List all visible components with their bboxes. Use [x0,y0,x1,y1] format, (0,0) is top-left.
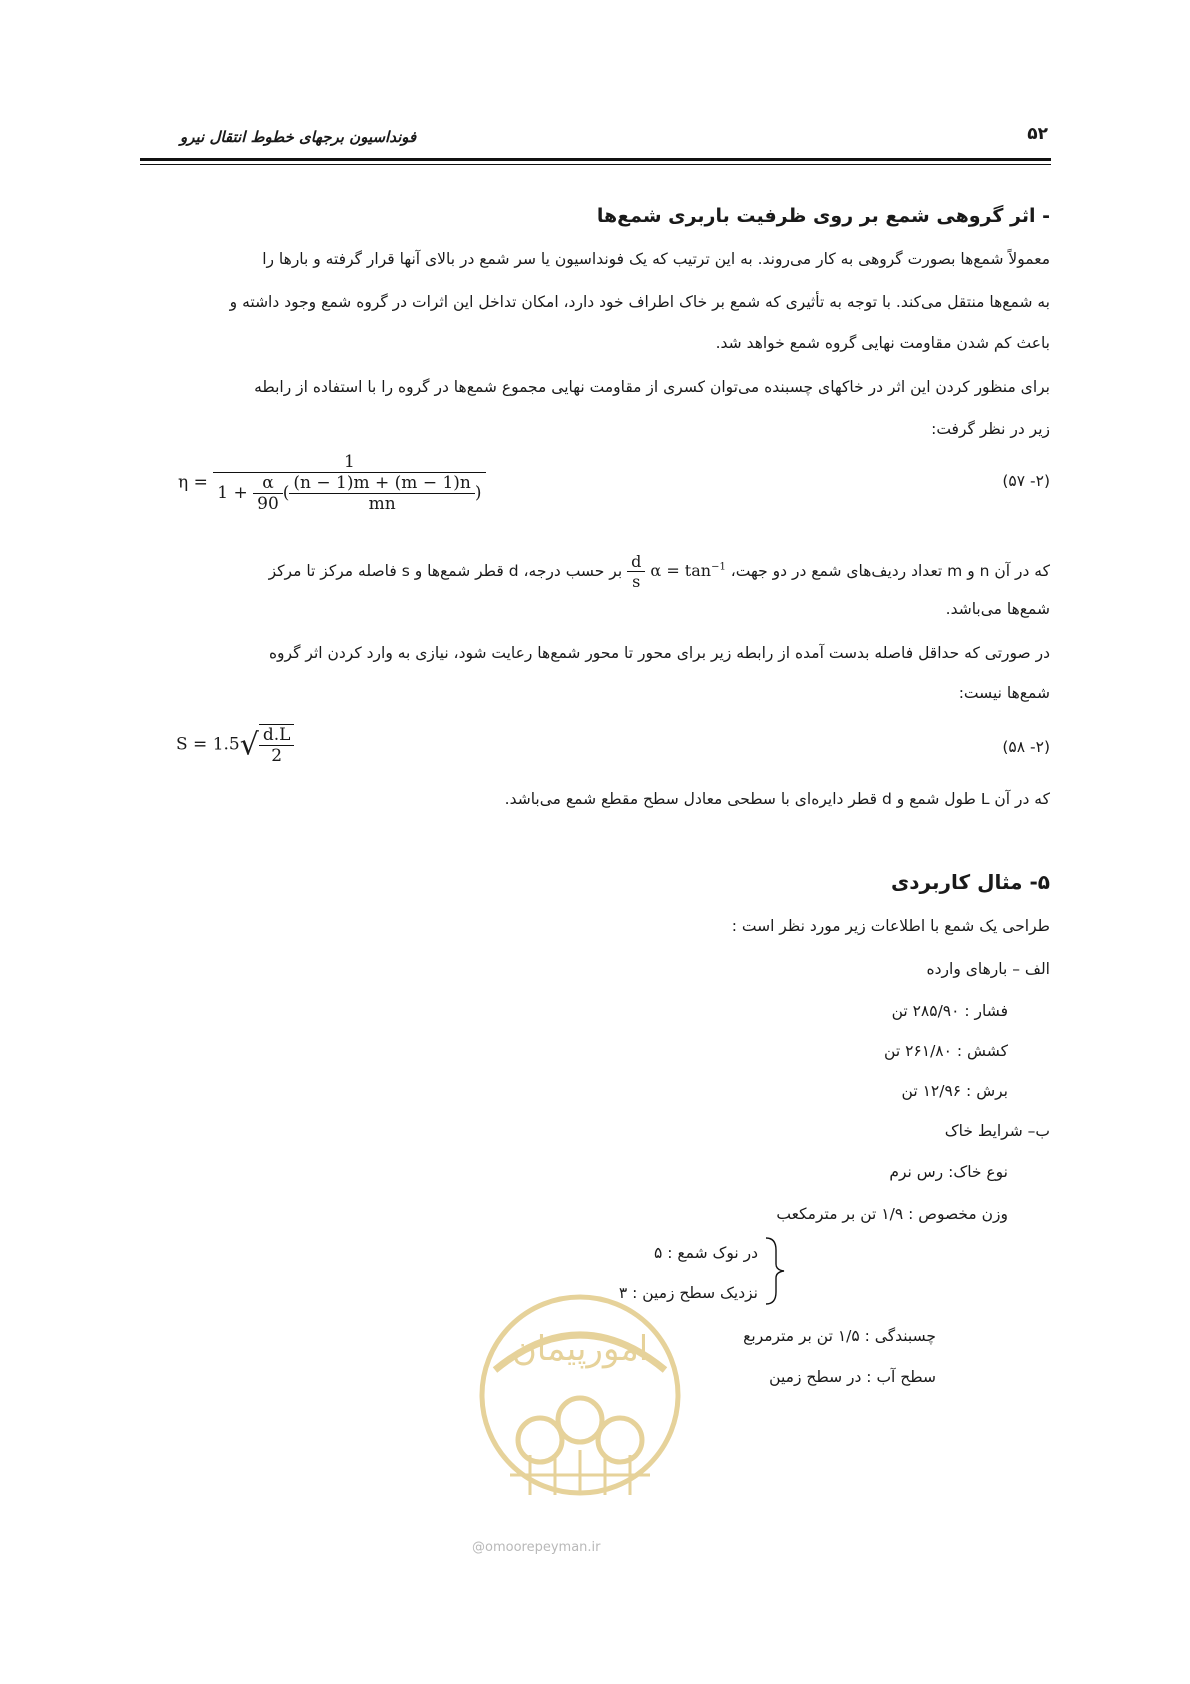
eq57-lparen: ( [282,483,290,503]
equation-58 [176,724,294,766]
paragraph-1-line-3: باعث کم شدن مقاومت نهایی گروه شمع خواهد شد. [715,334,1050,352]
equation-57 [178,452,486,514]
eq57-alpha-frac [253,473,283,514]
brace-item-tip: در نوک شمع : ۵ [653,1244,758,1262]
paragraph-4-line-1: در صورتی که حداقل فاصله بدست آمده از رابطه زیر برای محور تا محور شمع‌ها رعایت شود، نیازی به وارد کردن اثر گروه [268,644,1050,662]
equation-57-label: (۲- ۵۷) [1002,472,1050,490]
running-header-title: فونداسیون برجهای خطوط انتقال نیرو [180,128,417,146]
eq58-num: d.L [259,725,295,746]
p3-alpha-tan: α = tan [650,561,712,580]
header-rule-thick [140,158,1051,161]
load-tension: کشش : ۲۶۱/۸۰ تن [884,1042,1008,1060]
equation-58-label: (۲- ۵۸) [1002,738,1050,756]
paragraph-2-line-2: زیر در نظر گرفت: [931,420,1050,438]
header-rule-thin [140,164,1051,165]
section-heading-example: ۵- مثال کاربردی [890,870,1050,894]
paragraph-4-line-2: شمع‌ها نیست: [958,684,1050,702]
eq57-numerator: 1 [213,452,485,473]
paragraph-2-line-1: برای منظور کردن این اثر در خاکهای چسبنده می‌توان کسری از مقاومت نهایی مجموع شمع‌ها در گروه را با استفاده از رابطه [254,378,1050,396]
eq57-inner-den: mn [368,494,396,514]
paragraph-3-line-1 [269,552,1050,591]
eq58-sqrt-sign: √ [239,727,259,763]
paragraph-3-line-2: شمع‌ها می‌باشد. [945,600,1050,618]
p3-text-part2: بر حسب درجه، d قطر شمع‌ها و s فاصله مرکز تا مرکز [268,562,623,580]
soil-cohesion: چسبندگی : ۱/۵ تن بر مترمربع [743,1327,936,1345]
eq57-fraction [213,452,485,514]
eq57-inner-num: (n − 1)m + (m − 1)n [289,473,474,494]
brace-icon [764,1236,786,1306]
paragraph-1-line-1: معمولاً شمع‌ها بصورت گروهی به کار می‌روند. به این ترتیب که یک فونداسیون یا سر شمع در بالای آنها قرار گرفته و بارها را [262,250,1050,268]
eq57-inner-frac [289,473,474,514]
brace-item-surface: نزدیک سطح زمین : ۳ [618,1284,758,1302]
example-intro: طراحی یک شمع با اطلاعات زیر مورد نظر است : [731,917,1050,935]
water-level: سطح آب : در سطح زمین [769,1368,936,1386]
soil-unit-weight: وزن مخصوص : ۱/۹ تن بر مترمکعب [776,1205,1008,1223]
eq58-radicand [259,724,295,766]
eq57-ninety: 90 [257,494,279,514]
section-heading-pile-group: - اثر گروهی شمع بر روی ظرفیت باربری شمع‌ها [596,205,1050,227]
paragraph-5: که در آن L طول شمع و d قطر دایره‌ای با سطحی معادل سطح مقطع شمع می‌باشد. [504,790,1050,808]
eq58-den: 2 [271,746,283,766]
eq57-rparen: ) [474,483,482,503]
p3-s: s [632,572,641,591]
p3-text-part1: که در آن n و m تعداد ردیف‌های شمع در دو جهت، [730,562,1050,580]
p3-alpha-sup: −1 [711,561,726,573]
p3-alpha-formula [627,552,726,591]
paragraph-1-line-2: به شمع‌ها منتقل می‌کند. با توجه به تأثیری که شمع بر خاک اطراف خود دارد، امکان تداخل این اثرات در گروه شمع وجود داشته و [229,293,1050,311]
watermark-logo-icon [470,1290,690,1510]
load-compression: فشار : ۲۸۵/۹۰ تن [891,1002,1008,1020]
eq57-denominator [213,473,485,514]
soil-title: ب– شرایط خاک [944,1122,1050,1140]
p3-d: d [627,552,645,572]
soil-type: نوع خاک: رس نرم [889,1163,1008,1181]
load-shear: برش : ۱۲/۹۶ تن [901,1082,1008,1100]
eq57-lhs: η = [178,472,208,493]
watermark-url: @omoorepeyman.ir [472,1540,601,1555]
eq57-den-prefix: 1 + [217,483,248,503]
page-number: ۵۲ [1027,124,1048,144]
watermark-logo-text: امورپیمان [511,1329,649,1369]
eq58-lhs: S = 1.5 [176,734,240,755]
eq57-alpha: α [253,473,283,494]
loads-title: الف – بارهای وارده [926,960,1050,978]
p3-d-over-s [627,552,645,591]
